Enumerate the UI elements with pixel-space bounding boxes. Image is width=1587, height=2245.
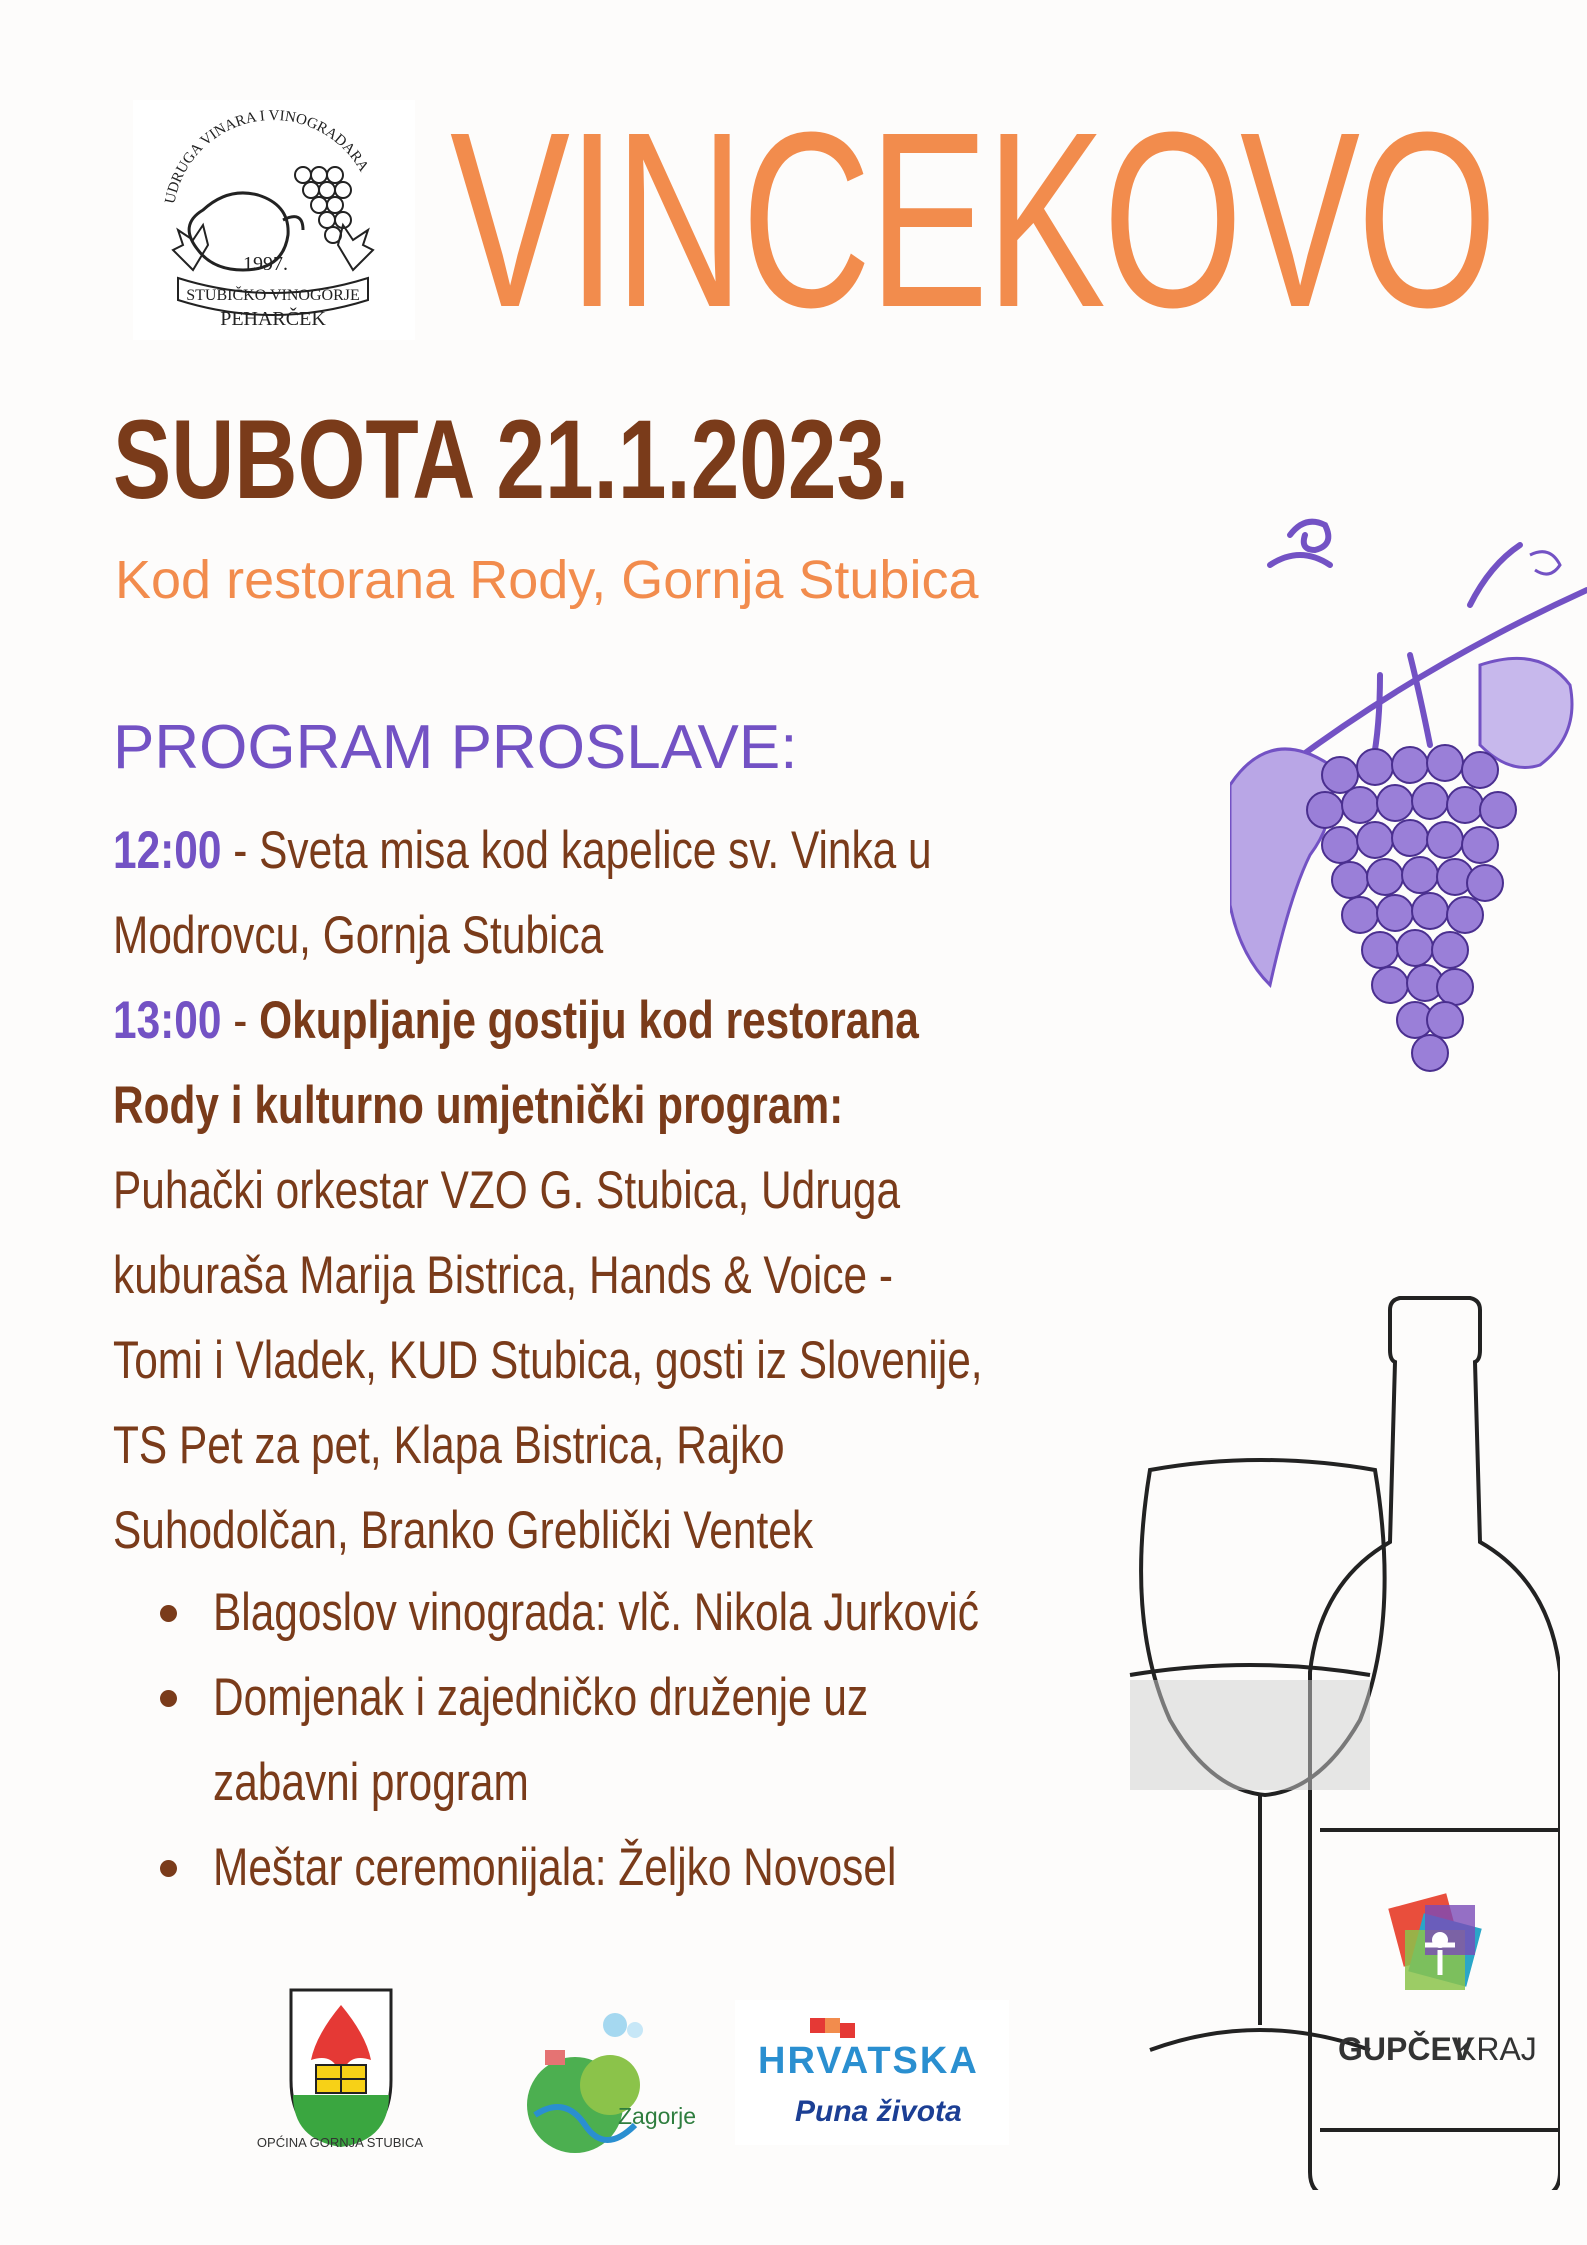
bottle-label-light: KRAJ [1455,2031,1537,2067]
list-item: Blagoslov vinograda: vlč. Nikola Jurković [160,1570,1170,1655]
bullet-icon [160,1605,177,1622]
program-schedule [113,808,1213,1573]
wine-glass-and-bottle-illustration [1120,1290,1560,2190]
event-title: VINCEKOVO [450,80,1495,359]
opcina-coat-of-arms [236,1985,436,2155]
schedule-line: Rody i kulturno umjetnički program: [113,1076,844,1135]
zagorje-label: Zagorje [618,2103,696,2129]
schedule-text: Okupljanje gostiju kod restorana [259,991,919,1050]
hrvatska-wordmark: HRVATSKA [758,2040,979,2082]
schedule-line: kuburaša Marija Bistrica, Hands & Voice - [113,1246,894,1305]
schedule-time: 13:00 [113,991,222,1050]
program-bullets [160,1570,1170,1910]
schedule-text: - Sveta misa kod kapelice sv. Vinka u [233,821,932,880]
zagorje-logo [505,2005,705,2155]
schedule-time: 12:00 [113,821,222,880]
logo-year: 1997. [243,253,288,275]
schedule-line: TS Pet za pet, Klapa Bistrica, Rajko [113,1416,785,1475]
opcina-label: OPĆINA GORNJA STUBICA [256,2135,424,2150]
bullet-icon [160,1690,177,1707]
list-item: Domjenak i zajedničko druženje uz zabavni program [160,1655,1170,1825]
logo-ribbon-text: STUBIČKO VINOGORJE [186,287,360,304]
peharcek-emblem [133,100,415,340]
schedule-line [113,808,993,893]
logo-name: PEHARČEK [220,308,326,330]
schedule-line: Suhodolčan, Branko Greblički Ventek [113,1501,814,1560]
logo-arc-text: UDRUGA VINARA I VINOGRADARA [162,107,372,206]
schedule-line: Tomi i Vladek, KUD Stubica, gosti iz Slovenije, [113,1331,983,1390]
schedule-line: Puhački orkestar VZO G. Stubica, Udruga [113,1161,901,1220]
schedule-line: Modrovcu, Gornja Stubica [113,906,604,965]
list-item: Meštar ceremonijala: Željko Novosel [160,1825,1170,1910]
bullet-icon [160,1860,177,1877]
grape-bunch-illustration [1230,505,1587,1245]
schedule-line: 13:00 - Okupljanje gostiju kod restorana [113,991,919,1050]
bottle-label-bold: GUPČEV [1338,2031,1474,2067]
program-heading: PROGRAM PROSLAVE: [113,713,798,782]
event-date: SUBOTA 21.1.2023. [113,397,910,522]
event-venue: Kod restorana Rody, Gornja Stubica [115,550,979,610]
association-logo [133,100,415,340]
hrvatska-slogan: Puna života [795,2095,962,2128]
